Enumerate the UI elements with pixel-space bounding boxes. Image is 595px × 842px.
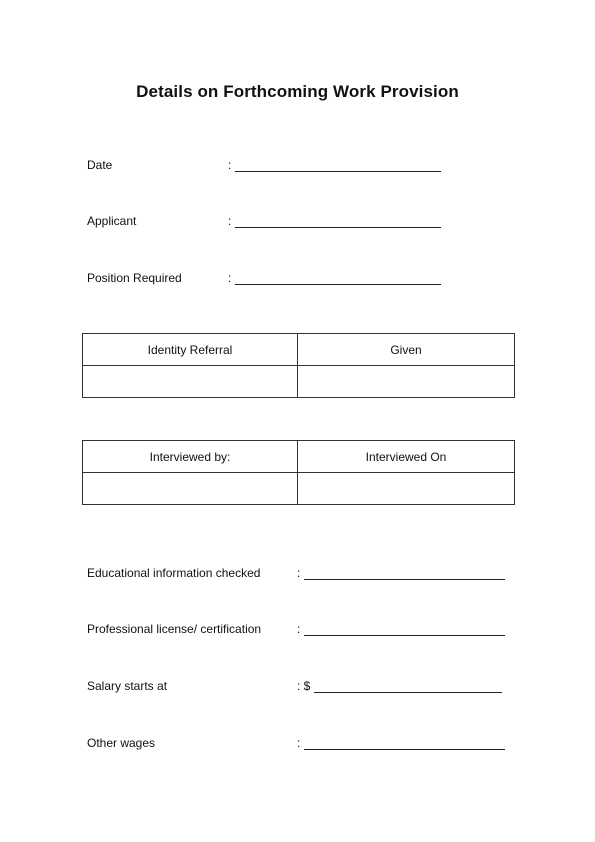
professional-license-separator: : (297, 622, 301, 636)
educational-info-field[interactable] (304, 579, 505, 580)
interview-table (82, 440, 515, 505)
applicant-separator: : (228, 214, 232, 228)
interviewed-on-cell[interactable] (298, 473, 515, 505)
date-field[interactable] (235, 171, 441, 172)
salary-field[interactable] (314, 692, 502, 693)
identity-referral-table (82, 333, 515, 398)
salary-separator: : $ (297, 679, 311, 693)
page-title: Details on Forthcoming Work Provision (136, 82, 459, 101)
interviewed-on-header: Interviewed On (298, 441, 515, 473)
position-required-field[interactable] (235, 284, 441, 285)
other-wages-separator: : (297, 736, 301, 750)
professional-license-field[interactable] (304, 635, 505, 636)
given-cell[interactable] (298, 366, 515, 398)
applicant-field[interactable] (235, 227, 441, 228)
other-wages-label: Other wages (87, 736, 156, 750)
given-header: Given (298, 334, 515, 366)
identity-referral-header: Identity Referral (83, 334, 298, 366)
applicant-label: Applicant (87, 214, 137, 228)
identity-referral-cell[interactable] (83, 366, 298, 398)
educational-info-label: Educational information checked (87, 566, 261, 580)
educational-info-separator: : (297, 566, 301, 580)
date-label: Date (87, 158, 113, 172)
salary-label: Salary starts at (87, 679, 168, 693)
professional-license-label: Professional license/ certification (87, 622, 262, 636)
date-separator: : (228, 158, 232, 172)
interviewed-by-header: Interviewed by: (83, 441, 298, 473)
position-required-separator: : (228, 271, 232, 285)
position-required-label: Position Required (87, 271, 182, 285)
other-wages-field[interactable] (304, 749, 505, 750)
interviewed-by-cell[interactable] (83, 473, 298, 505)
